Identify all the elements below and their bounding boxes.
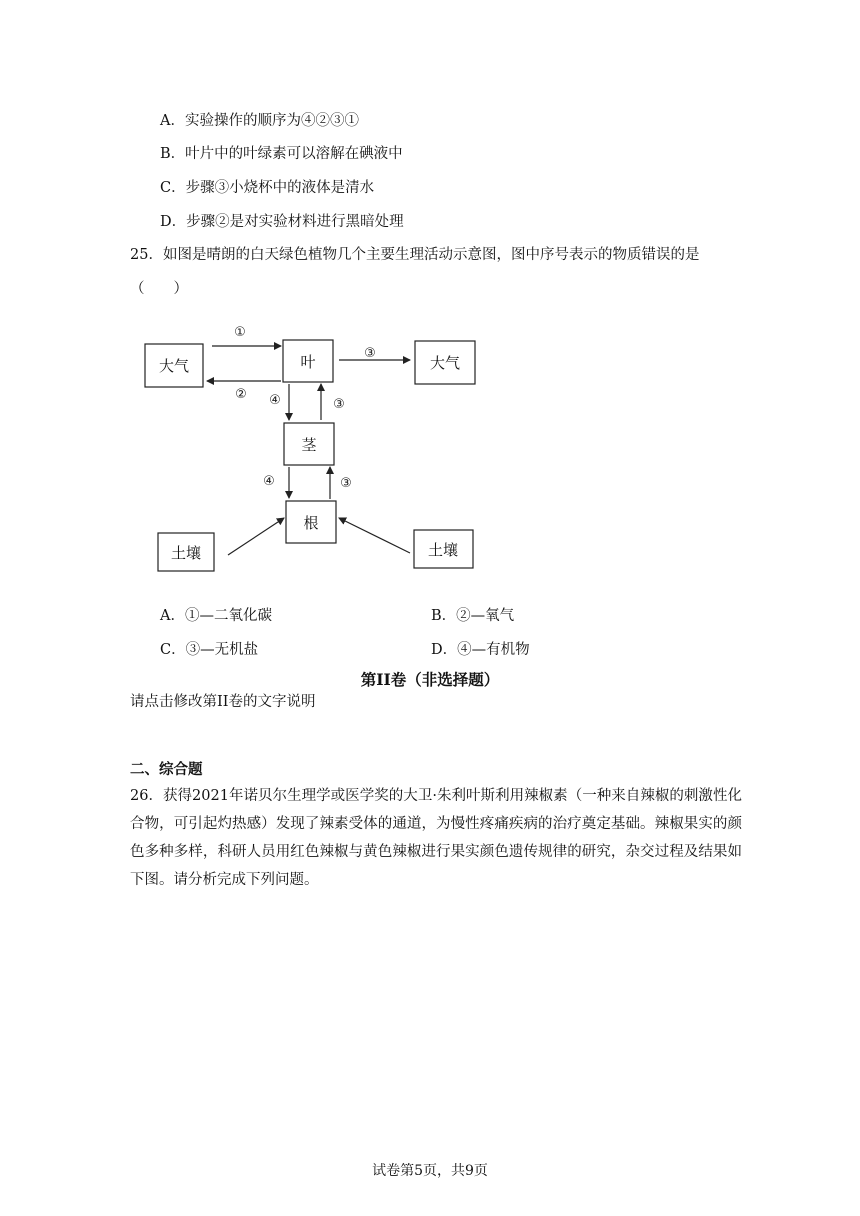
label-stem: 茎 <box>301 436 317 454</box>
q25-option-b: B．②—氧气 <box>431 608 515 624</box>
section-note: 请点击修改第II卷的文字说明 <box>130 694 316 710</box>
marker-3-top: ③ <box>364 346 376 361</box>
label-soil-left: 土壤 <box>170 544 202 562</box>
q25-option-d: D．④—有机物 <box>431 642 530 658</box>
marker-4-lower: ④ <box>263 474 275 489</box>
q26-text: 26．获得2021年诺贝尔生理学或医学奖的大卫·朱利叶斯利用辣椒素（一种来自辣椒的刺激性化合物，可引起灼热感）发现了辣素受体的通道，为慢性疼痛疾病的治疗奠定基础。辣椒果实的颜色多种多样，科研人员用红色辣椒与黄色辣椒进行果实颜色遗传规律的研究，杂交过程及结果如下图。请分析完成下列问题。 <box>130 788 742 888</box>
q24-option-c: C．步骤③小烧杯中的液体是清水 <box>160 180 375 196</box>
q25-option-a: A．①—二氧化碳 <box>160 608 272 624</box>
marker-4-upper: ④ <box>269 393 281 408</box>
arrow-soil-right-to-root <box>339 518 410 553</box>
q24-option-a: A．实验操作的顺序为④②③① <box>160 113 359 129</box>
q24-option-d: D．步骤②是对实验材料进行黑暗处理 <box>160 214 404 230</box>
q25-bracket: （ ） <box>130 281 188 297</box>
label-atmosphere-left: 大气 <box>158 357 190 375</box>
q25-option-c: C．③—无机盐 <box>160 642 259 658</box>
marker-3-lower: ③ <box>340 476 352 491</box>
marker-1: ① <box>234 325 246 340</box>
label-soil-right: 土壤 <box>427 541 459 559</box>
marker-2: ② <box>235 387 247 402</box>
marker-3-upper: ③ <box>333 397 345 412</box>
page-footer: 试卷第5页，共9页 <box>372 1163 488 1179</box>
q24-option-b: B．叶片中的叶绿素可以溶解在碘液中 <box>160 146 403 162</box>
arrow-soil-left-to-root <box>228 518 284 555</box>
label-leaf: 叶 <box>300 353 316 371</box>
q25-stem: 25．如图是晴朗的白天绿色植物几个主要生理活动示意图，图中序号表示的物质错误的是 <box>130 247 700 263</box>
plant-physiology-diagram <box>0 0 860 600</box>
label-atmosphere-right: 大气 <box>429 354 461 372</box>
section-title: 第II卷（非选择题） <box>360 670 500 689</box>
part-heading: 二、综合题 <box>130 761 203 778</box>
label-root: 根 <box>303 514 319 532</box>
